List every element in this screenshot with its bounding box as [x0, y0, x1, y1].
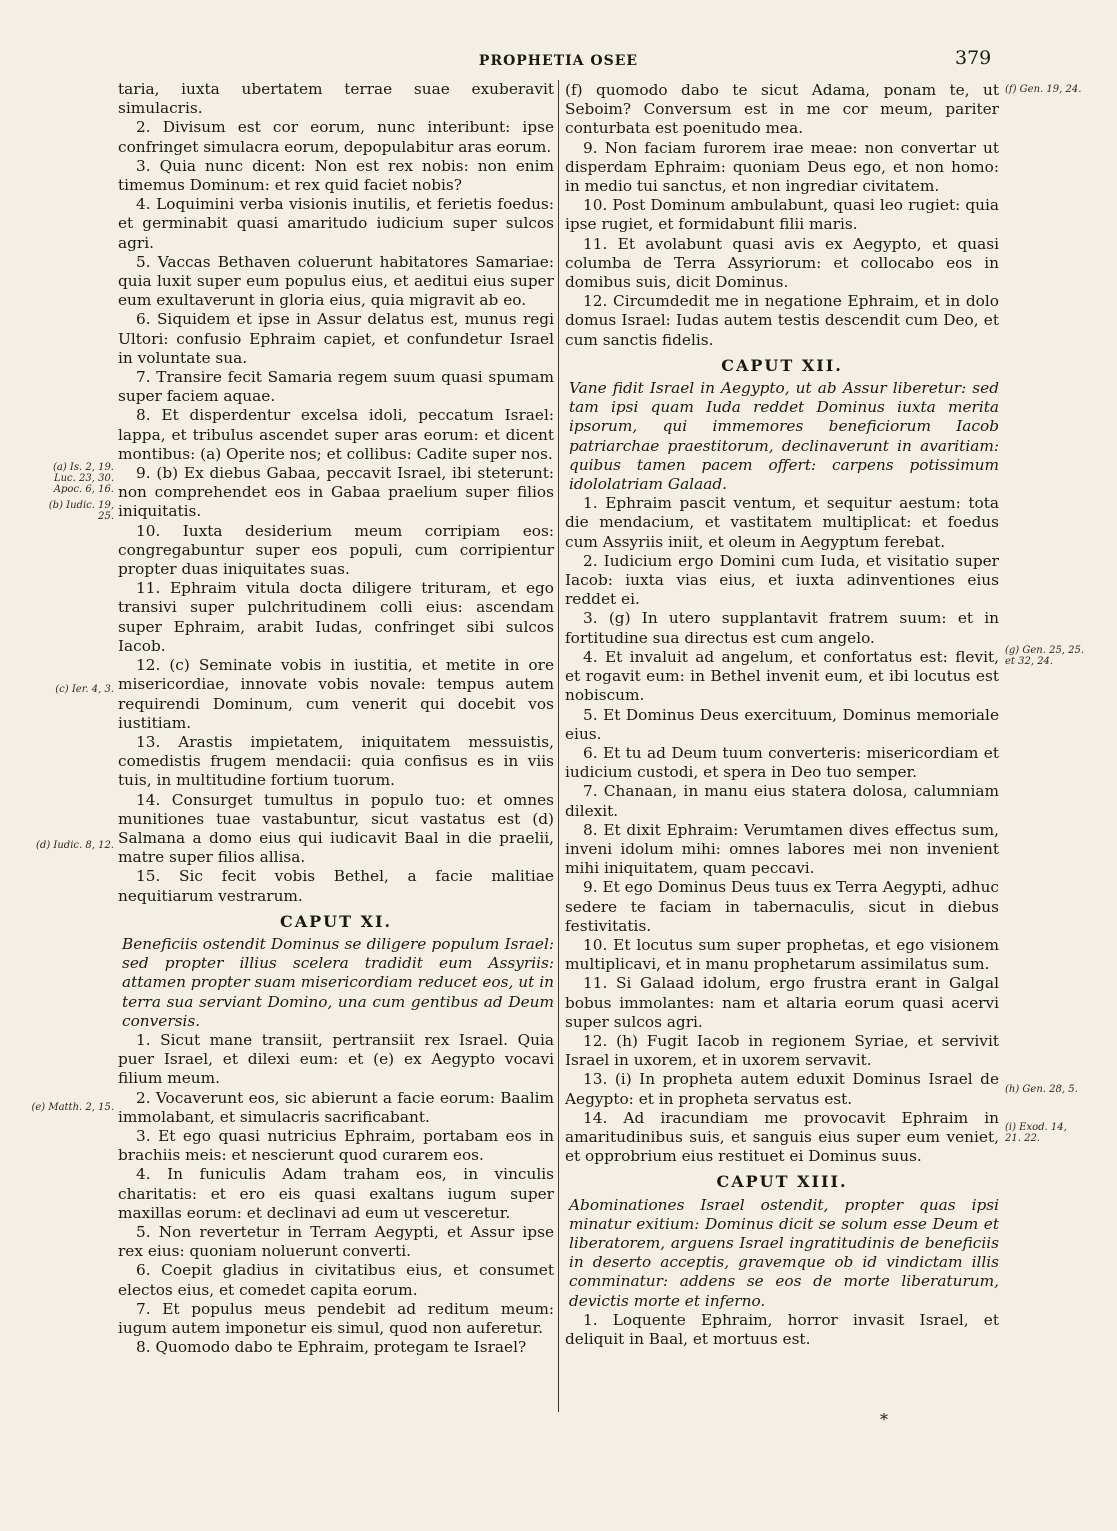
verse-paragraph: 3. Et ego quasi nutricius Ephraim, portabam eos in brachiis meis: et nescierunt quod curarem eos. — [118, 1126, 554, 1165]
verse-paragraph: 8. Et dixit Ephraim: Verumtamen dives effectus sum, inveni idolum mihi: omnes labores mei non invenient mihi iniquitatem, quam peccavi. — [565, 820, 999, 878]
verse-paragraph: (f) quomodo dabo te sicut Adama, ponam te, ut Seboim? Conversum est in me cor meum, pariter conturbata est poenitudo mea. — [565, 81, 999, 138]
right-column — [565, 81, 999, 1349]
verse-paragraph: 13. (i) In propheta autem eduxit Dominus Israel de Aegypto: et in propheta servatus est. — [565, 1070, 999, 1108]
chapter-summary: Beneficiis ostendit Dominus se diligere populum Israel: sed propter illius scelera tradidit eum Assyriis: attamen propter suam misericordiam reducet eos, ut in terra sua serviant Domino, una cum gentibus ad Deum conversis. — [122, 934, 554, 1030]
verse-paragraph: 4. In funiculis Adam traham eos, in vinculis charitatis: et ero eis quasi exaltans iugum super maxillas eorum: et declinavi ad eum ut vesceretur. — [118, 1165, 554, 1222]
verse-paragraph: 12. (c) Seminate vobis in iustitia, et metite in ore misericordiae, innovate vobis novale: tempus autem requirendi Dominum, cum venerit qui docebit vos iustitiam. — [118, 656, 554, 732]
margin-note-f: (f) Gen. 19, 24. — [1005, 84, 1082, 95]
verse-paragraph: 9. Non faciam furorem irae meae: non convertar ut disperdam Ephraim: quoniam Deus ego, et non homo: in medio tui sanctus, et non ingrediar civitatem. — [565, 138, 999, 196]
verse-paragraph: 3. Quia nunc dicent: Non est rex nobis: non enim timemus Dominum: et rex quid faciet nobis? — [118, 156, 554, 195]
verse-paragraph: 8. Quomodo dabo te Ephraim, protegam te Israel? — [136, 1338, 527, 1357]
margin-note-c: (c) Ier. 4, 3. — [55, 684, 114, 695]
verse-paragraph: 15. Sic fecit vobis Bethel, a facie malitiae nequitiarum vestrarum. — [118, 867, 554, 905]
verse-paragraph: 10. Et locutus sum super prophetas, et ego visionem multiplicavi, et in manu prophetarum assimilatus sum. — [565, 935, 999, 974]
verse-paragraph: 10. Iuxta desiderium meum corripiam eos: congregabuntur super eos populi, cum corripientur propter duas iniquitates suas. — [118, 521, 554, 579]
verse-paragraph: 12. (h) Fugit Iacob in regionem Syriae, et servivit Israel in uxorem, et in uxorem servavit. — [565, 1031, 999, 1070]
left-column — [118, 80, 554, 1357]
verse-paragraph: 4. Loquimini verba visionis inutilis, et ferietis foedus: et germinabit quasi amaritudo iudicium super sulcos agri. — [118, 195, 554, 252]
verse-paragraph: 11. Ephraim vitula docta diligere trituram, et ego transivi super pulchritudinem colli eius: ascendam super Ephraim, arabit Iudas, confringet sibi sulcos Iacob. — [118, 579, 554, 655]
verse-paragraph: 7. Transire fecit Samaria regem suum quasi spumam super faciem aquae. — [118, 368, 554, 406]
verse-paragraph: 5. Non revertetur in Terram Aegypti, et Assur ipse rex eius: quoniam noluerunt converti. — [118, 1222, 554, 1261]
verse-paragraph: 14. Consurget tumultus in populo tuo: et omnes munitiones tuae vastabuntur, sicut vastatus est (d) Salmana a domo eius qui iudicavit Baal in die praelii, matre super filios allisa. — [118, 790, 554, 867]
margin-note-d: (d) Iudic. 8, 12. — [36, 840, 114, 851]
verse-paragraph: 13. Arastis impietatem, iniquitatem messuistis, comedistis frugem mendacii: quia confisus es in viis tuis, in multitudine fortium tuorum. — [118, 732, 554, 790]
margin-note-h: (h) Gen. 28, 5. — [1005, 1084, 1078, 1095]
verse-paragraph: 6. Coepit gladius in civitatibus eius, et consumet electos eius, et comedet capita eorum. — [118, 1261, 554, 1299]
verse-paragraph: 11. Si Galaad idolum, ergo frustra erant in Galgal bobus immolantes: nam et altaria eorum quasi acervi super sulcos agri. — [565, 974, 999, 1031]
verse-paragraph: 4. Et invaluit ad angelum, et confortatus est: flevit, et rogavit eum: in Bethel invenit eum, et ibi locutus est nobiscum. — [565, 647, 999, 705]
verse-paragraph: 10. Post Dominum ambulabunt, quasi leo rugiet: quia ipse rugiet, et formidabunt filii maris. — [565, 196, 999, 234]
margin-note-a: (a) Is. 2, 19. Luc. 23, 30. Apoc. 6, 16. — [52, 462, 114, 495]
margin-note-i: (i) Exod. 14, 21. 22. — [1005, 1122, 1067, 1144]
verse-paragraph: 6. Siquidem et ipse in Assur delatus est, munus regi Ultori: confusio Ephraim capiet, et confundetur Israel in voluntate sua. — [118, 310, 554, 367]
verse-paragraph: 8. Et disperdentur excelsa idoli, peccatum Israel: lappa, et tribulus ascendet super aras eorum: et dicent montibus: (a) Operite nos; et collibus: Cadite super nos. — [118, 406, 554, 463]
verse-paragraph: 2. Vocaverunt eos, sic abierunt a facie eorum: Baalim immolabant, et simulacris sacrificabant. — [118, 1088, 554, 1126]
verse-paragraph: 7. Et populus meus pendebit ad reditum meum: iugum autem imponetur eis simul, quod non auferetur. — [118, 1299, 554, 1337]
chapter-summary: Vane fidit Israel in Aegypto, ut ab Assur liberetur: sed tam ipsi quam Iuda reddet Dominus iuxta merita ipsorum, qui immemores beneficiorum Iacob patriarchae praestitorum, declinaverunt in avaritiam: quibus tamen pacem offert: carpens potissimum idololatriam Galaad. — [569, 379, 999, 494]
verse-paragraph: 14. Ad iracundiam me provocavit Ephraim in amaritudinibus suis, et sanguis eius super eum veniet, et opprobrium eius restituet ei Dominus suus. — [565, 1108, 999, 1166]
page-number: 379 — [955, 47, 992, 69]
verse-paragraph: 6. Et tu ad Deum tuum converteris: misericordiam et iudicium custodi, et spera in Deo tuo semper. — [565, 743, 999, 782]
column-divider — [558, 80, 559, 1412]
chapter-heading: CAPUT XII. — [721, 355, 843, 375]
margin-note-g: (g) Gen. 25, 25. et 32, 24. — [1005, 645, 1085, 667]
header-title: PROPHETIA OSEE — [478, 53, 639, 69]
verse-paragraph: 9. Et ego Dominus Deus tuus ex Terra Aegypti, adhuc sedere te faciam in tabernaculis, sicut in diebus festivitatis. — [565, 878, 999, 935]
verse-paragraph: 11. Et avolabunt quasi avis ex Aegypto, et quasi columba de Terra Assyriorum: et collocabo eos in domibus suis, dicit Dominus. — [565, 234, 999, 292]
verse-paragraph: 5. Et Dominus Deus exercituum, Dominus memoriale eius. — [565, 705, 999, 743]
verse-paragraph: 3. (g) In utero supplantavit fratrem suum: et in fortitudine sua directus est cum angelo. — [565, 609, 999, 647]
chapter-heading: CAPUT XIII. — [716, 1172, 848, 1192]
verse-paragraph: 12. Circumdedit me in negatione Ephraim, et in dolo domus Israel: Iudas autem testis descendit cum Deo, et cum sanctis fidelis. — [565, 292, 999, 349]
verse-paragraph: 2. Divisum est cor eorum, nunc interibunt: ipse confringet simulacra eorum, depopulabitur aras eorum. — [118, 118, 554, 156]
verse-paragraph: 9. (b) Ex diebus Gabaa, peccavit Israel, ibi steterunt: non comprehendet eos in Gabaa praelium super filios iniquitatis. — [118, 464, 554, 521]
margin-note-b: (b) Iudic. 19, 25. — [48, 500, 114, 522]
verse-paragraph: 7. Chanaan, in manu eius statera dolosa, calumniam dilexit. — [565, 782, 999, 820]
footer-mark: * — [880, 1410, 888, 1429]
verse-paragraph: 1. Ephraim pascit ventum, et sequitur aestum: tota die mendacium, et vastitatem multiplicat: et foedus cum Assyriis iniit, et oleum in Aegyptum ferebat. — [565, 494, 999, 551]
verse-paragraph: taria, iuxta ubertatem terrae suae exuberavit simulacris. — [118, 80, 554, 118]
chapter-heading: CAPUT XI. — [279, 911, 393, 931]
verse-paragraph: 2. Iudicium ergo Domini cum Iuda, et visitatio super Iacob: iuxta vias eius, et iuxta adinventiones eius reddet ei. — [565, 551, 999, 609]
verse-paragraph: 5. Vaccas Bethaven coluerunt habitatores Samariae: quia luxit super eum populus eius, et aeditui eius super eum exultaverunt in gloria eius, quia migravit ab eo. — [118, 252, 554, 310]
chapter-summary: Abominationes Israel ostendit, propter quas ipsi minatur exitium: Dominus dicit se solum esse Deum et liberatorem, arguens Israel ingratitudinis de beneficiis in deserto acceptis, gravemque ob id vindictam illis comminatur: addens se eos de morte liberaturum, devictis morte et inferno. — [569, 1195, 999, 1310]
margin-note-e: (e) Matth. 2, 15. — [31, 1102, 114, 1113]
verse-paragraph: 1. Loquente Ephraim, horror invasit Israel, et deliquit in Baal, et mortuus est. — [565, 1310, 999, 1348]
verse-paragraph: 1. Sicut mane transiit, pertransiit rex Israel. Quia puer Israel, et dilexi eum: et (e) ex Aegypto vocavi filium meum. — [118, 1030, 554, 1088]
